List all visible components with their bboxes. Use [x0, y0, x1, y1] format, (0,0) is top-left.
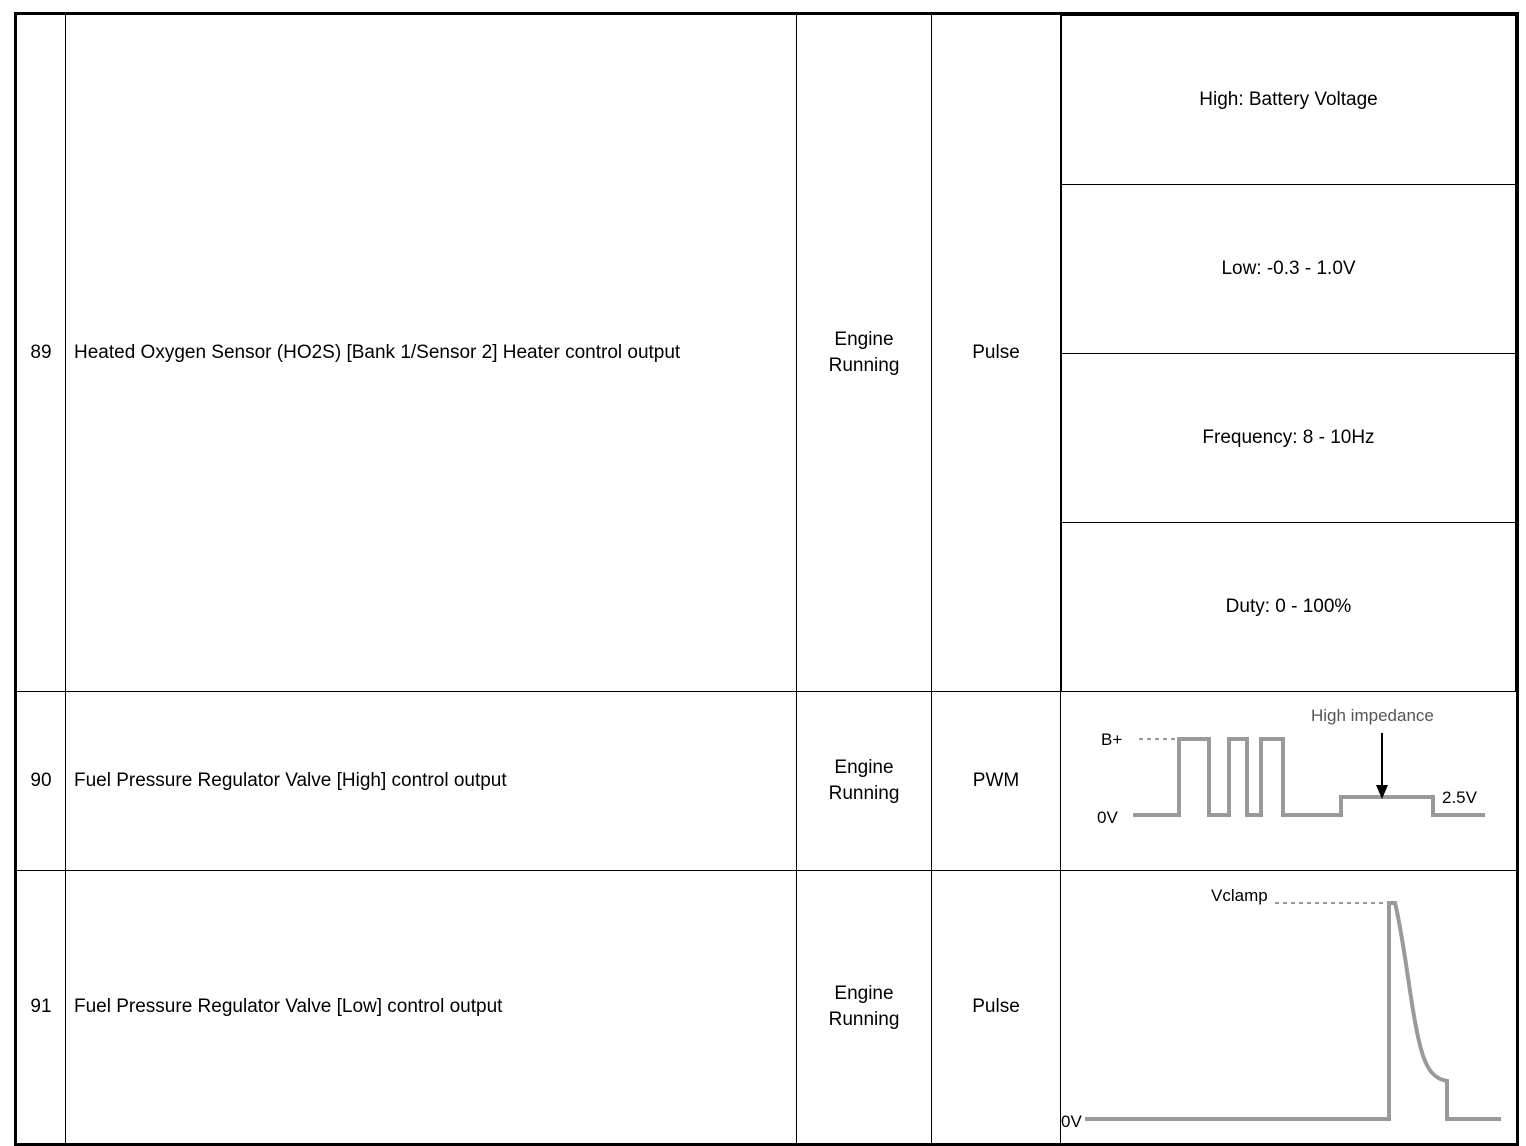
row-number: 89 [30, 342, 52, 364]
row-number: 90 [30, 770, 52, 792]
condition-line-1: Engine [834, 757, 894, 779]
waveform-label-low: 0V [1097, 808, 1118, 827]
specification-line: High: Battery Voltage [1062, 16, 1516, 185]
waveform-label-high: B+ [1101, 730, 1123, 749]
row-signal-type: PWM [972, 770, 1020, 792]
row-description-cell [66, 14, 797, 692]
row-condition-cell [797, 871, 932, 1145]
row-condition-cell [797, 14, 932, 692]
row-number: 91 [30, 996, 52, 1018]
row-signal-type-cell [932, 14, 1061, 692]
condition-line-2: Running [828, 355, 900, 376]
row-description-cell [66, 692, 797, 871]
pulse-waveform-diagram [1061, 871, 1516, 1143]
row-condition-cell [797, 692, 932, 871]
condition-line-2: Running [828, 1009, 900, 1030]
condition-line-1: Engine [834, 329, 894, 351]
row-number-cell [16, 692, 66, 871]
row-signal-type-cell [932, 871, 1061, 1145]
row-description: Fuel Pressure Regulator Valve [Low] control output [74, 996, 503, 1018]
row-condition [797, 749, 931, 812]
table-row [16, 692, 1518, 871]
row-waveform-cell [1061, 692, 1518, 871]
table-row [16, 14, 1518, 692]
waveform-label-high: Vclamp [1211, 886, 1268, 905]
specification-stack [1061, 15, 1516, 691]
row-signal-type: Pulse [972, 996, 1020, 1018]
row-condition [797, 975, 931, 1038]
specification-line: Low: -0.3 - 1.0V [1062, 185, 1516, 354]
signal-specification-table [14, 12, 1519, 1146]
row-description: Fuel Pressure Regulator Valve [High] control output [74, 770, 507, 792]
row-specification-cell [1061, 14, 1518, 692]
row-description-cell [66, 871, 797, 1145]
condition-line-2: Running [828, 783, 900, 804]
pwm-waveform-diagram [1061, 692, 1516, 870]
row-signal-type-cell [932, 692, 1061, 871]
row-signal-type: Pulse [972, 342, 1020, 364]
document-page [0, 12, 1526, 1131]
row-waveform-cell [1061, 871, 1518, 1145]
table-row [16, 871, 1518, 1145]
row-condition [797, 321, 931, 384]
row-number-cell [16, 871, 66, 1145]
condition-line-1: Engine [834, 983, 894, 1005]
waveform-annotation-high-impedance: High impedance [1311, 706, 1434, 725]
waveform-label-level: 2.5V [1442, 788, 1477, 807]
row-number-cell [16, 14, 66, 692]
waveform-label-low: 0V [1061, 1112, 1082, 1131]
specification-line: Duty: 0 - 100% [1062, 523, 1516, 692]
row-description: Heated Oxygen Sensor (HO2S) [Bank 1/Sensor 2] Heater control output [74, 342, 681, 364]
specification-line: Frequency: 8 - 10Hz [1062, 354, 1516, 523]
